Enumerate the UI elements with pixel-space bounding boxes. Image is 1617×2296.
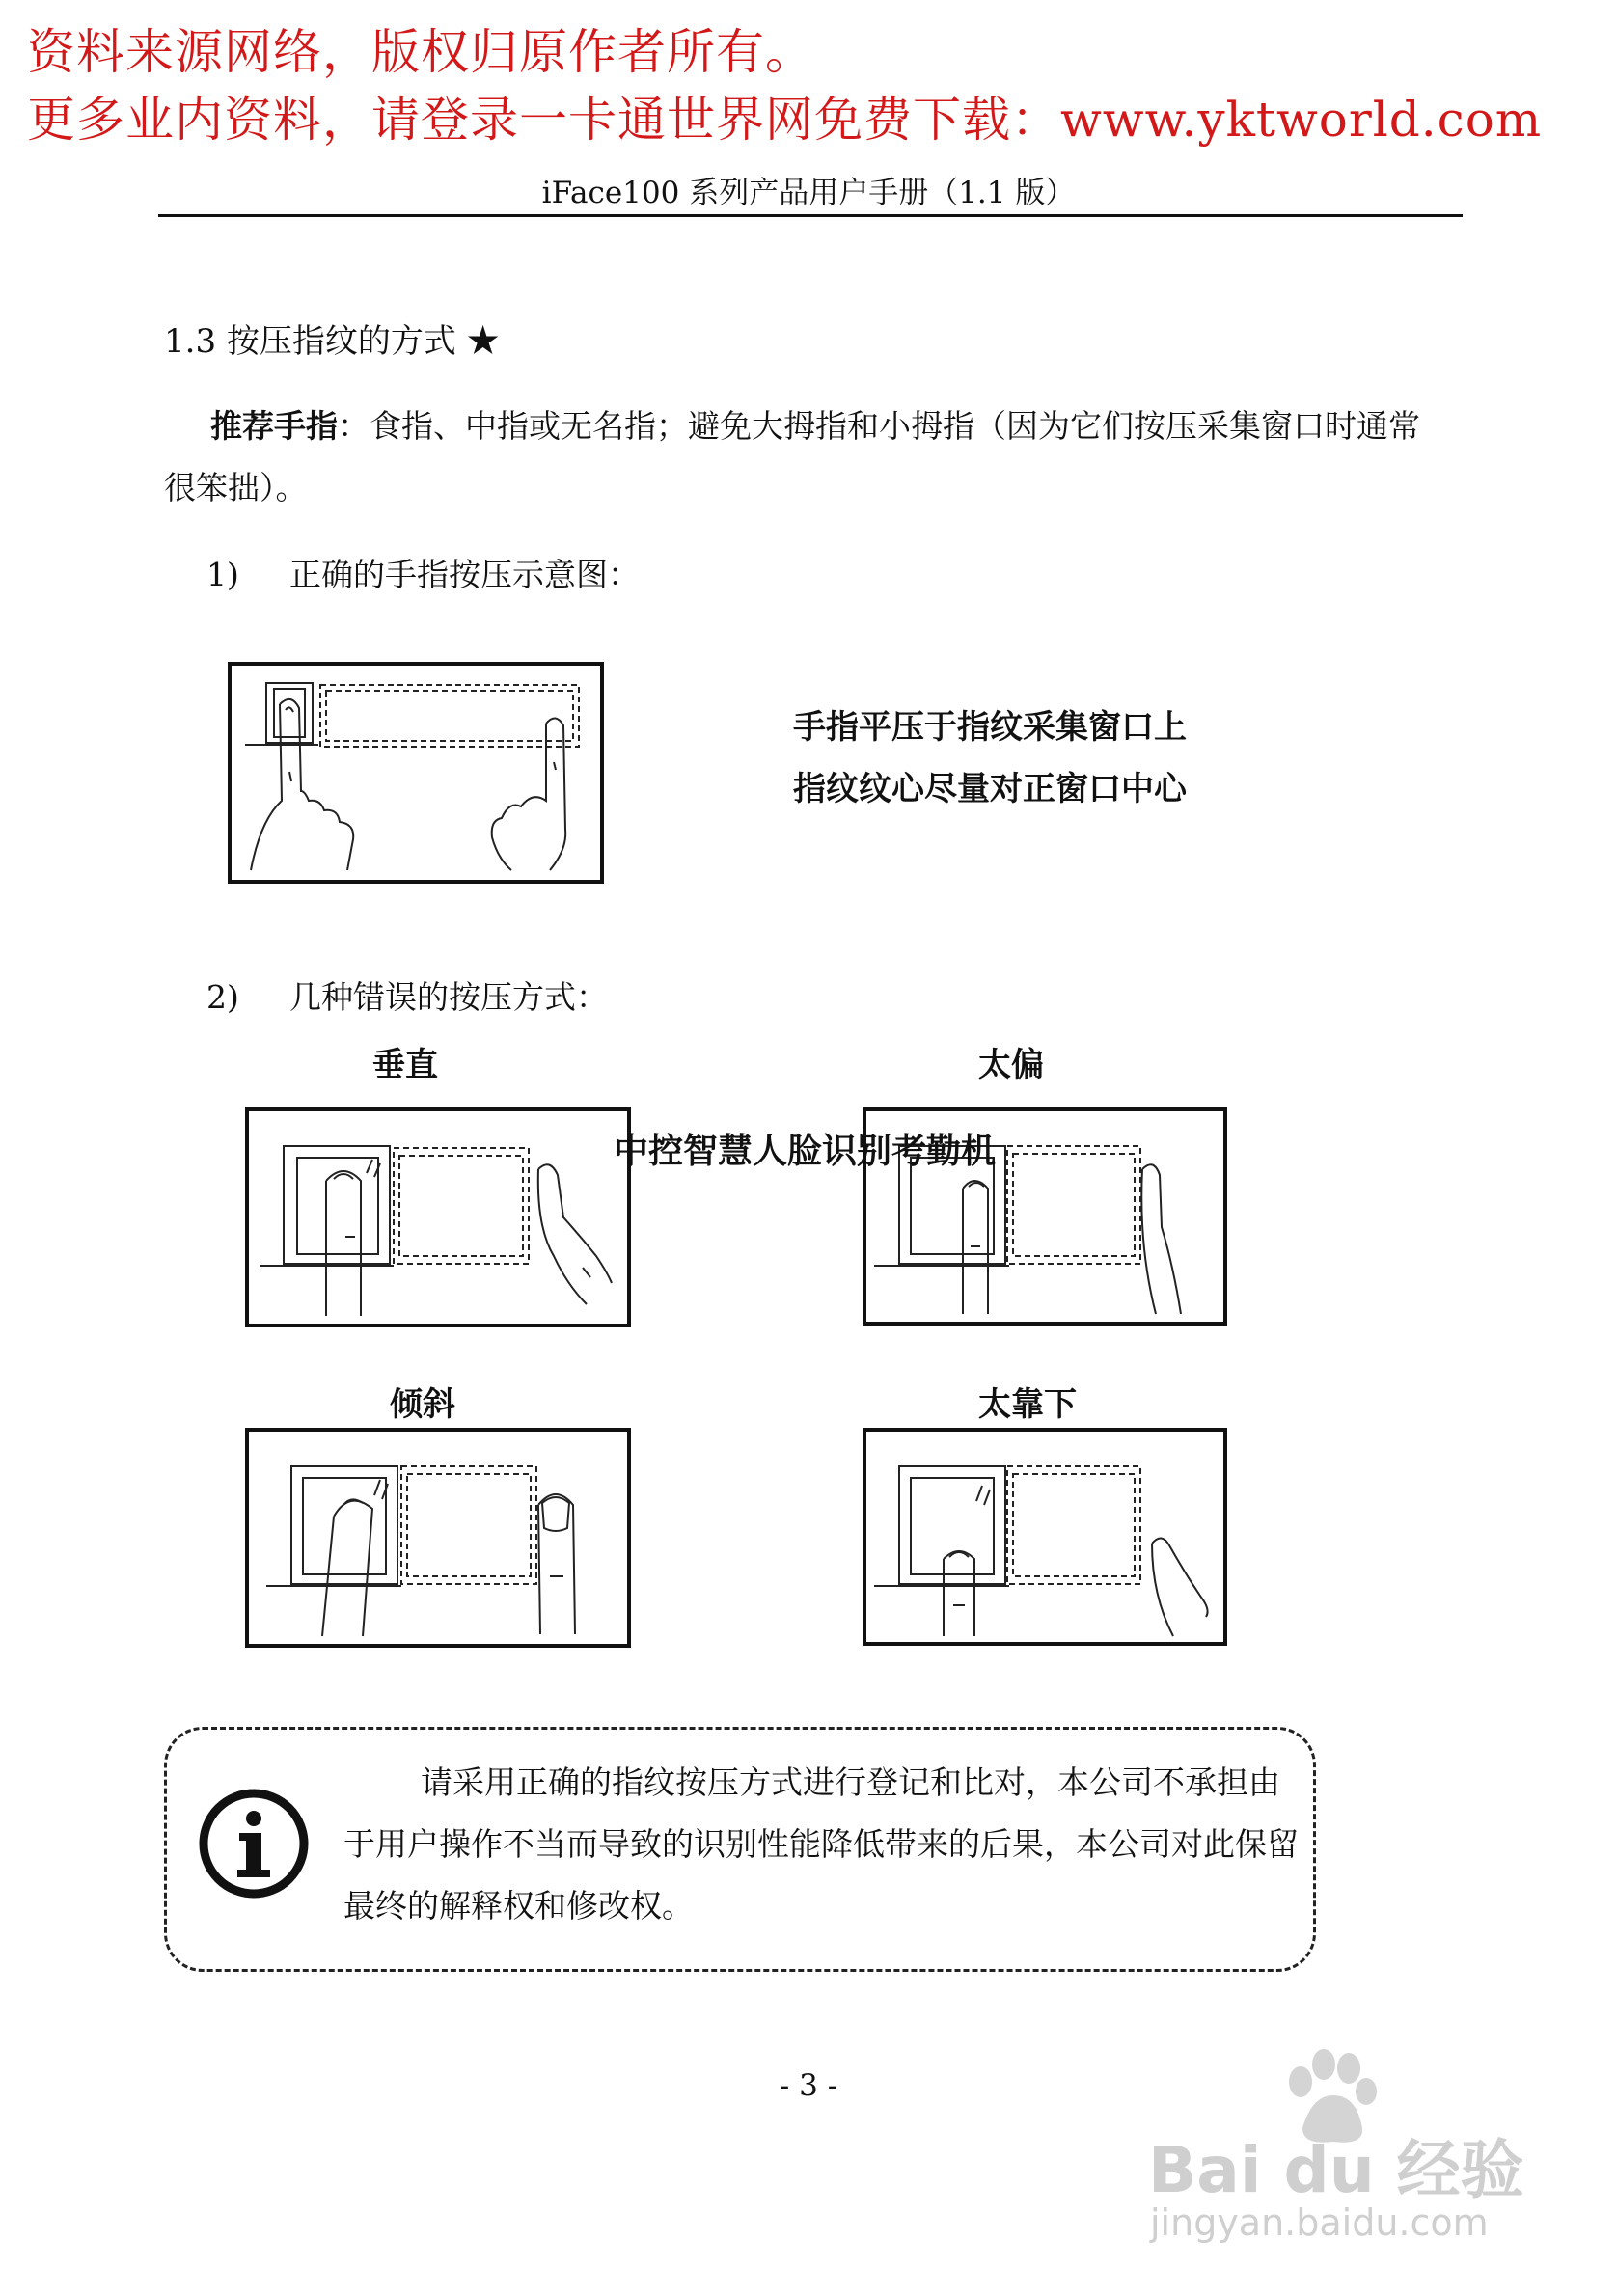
wrong-label-vertical: 垂直 bbox=[372, 1046, 438, 1084]
notice-text bbox=[343, 1752, 1299, 1937]
correct-desc-line2: 指纹纹心尽量对正窗口中心 bbox=[793, 770, 1187, 808]
wrong-item-title: 几种错误的按压方式： bbox=[289, 978, 608, 1016]
manual-header: iFace100 系列产品用户手册（1.1 版） bbox=[541, 176, 1076, 210]
wrong-label-too-low: 太靠下 bbox=[978, 1385, 1077, 1424]
correct-press-illustration bbox=[232, 666, 600, 880]
baidu-jingyan-url: jingyan.baidu.com bbox=[1150, 2201, 1489, 2244]
page-number: - 3 - bbox=[779, 2068, 838, 2103]
recommend-text: ：食指、中指或无名指；避免大拇指和小拇指（因为它们按压采集窗口时通常很笨拙）。 bbox=[164, 407, 1420, 506]
baidu-jingyan-brand: Bai du 经验 bbox=[1148, 2133, 1524, 2207]
wrong-item-heading bbox=[206, 972, 608, 1018]
correct-item-number: 1) bbox=[206, 556, 239, 593]
correct-press-figure bbox=[228, 662, 604, 884]
correct-desc-line1: 手指平压于指纹采集窗口上 bbox=[793, 708, 1187, 747]
header-divider bbox=[158, 214, 1463, 217]
toolow-press-illustration bbox=[866, 1432, 1223, 1642]
wrong-press-tilted-figure bbox=[245, 1428, 631, 1648]
correct-item-heading bbox=[206, 550, 640, 595]
correct-item-title: 正确的手指按压示意图： bbox=[289, 556, 640, 593]
copyright-banner: 资料来源网络，版权归原作者所有。 bbox=[27, 24, 814, 80]
overlay-product-title: 中控智慧人脸识别考勤机 bbox=[614, 1132, 997, 1171]
recommend-label: 推荐手指 bbox=[210, 407, 338, 445]
tilted-press-illustration bbox=[249, 1432, 627, 1644]
info-icon bbox=[195, 1785, 313, 1906]
wrong-label-tilted: 倾斜 bbox=[390, 1385, 455, 1424]
wrong-label-offcenter: 太偏 bbox=[978, 1046, 1044, 1084]
download-banner: 更多业内资料，请登录一卡通世界网免费下载：www.yktworld.com bbox=[27, 92, 1543, 148]
notice-text-content: 请采用正确的指纹按压方式进行登记和比对，本公司不承担由于用户操作不当而导致的识别性能降低带来的后果，本公司对此保留最终的解释权和修改权。 bbox=[343, 1763, 1299, 1925]
recommend-paragraph bbox=[164, 396, 1438, 519]
section-heading: 1.3 按压指纹的方式 ★ bbox=[164, 322, 500, 361]
wrong-item-number: 2) bbox=[206, 978, 239, 1016]
wrong-press-toolow-figure bbox=[863, 1428, 1227, 1646]
wrong-press-vertical-figure bbox=[245, 1107, 631, 1327]
vertical-press-illustration bbox=[249, 1111, 627, 1324]
